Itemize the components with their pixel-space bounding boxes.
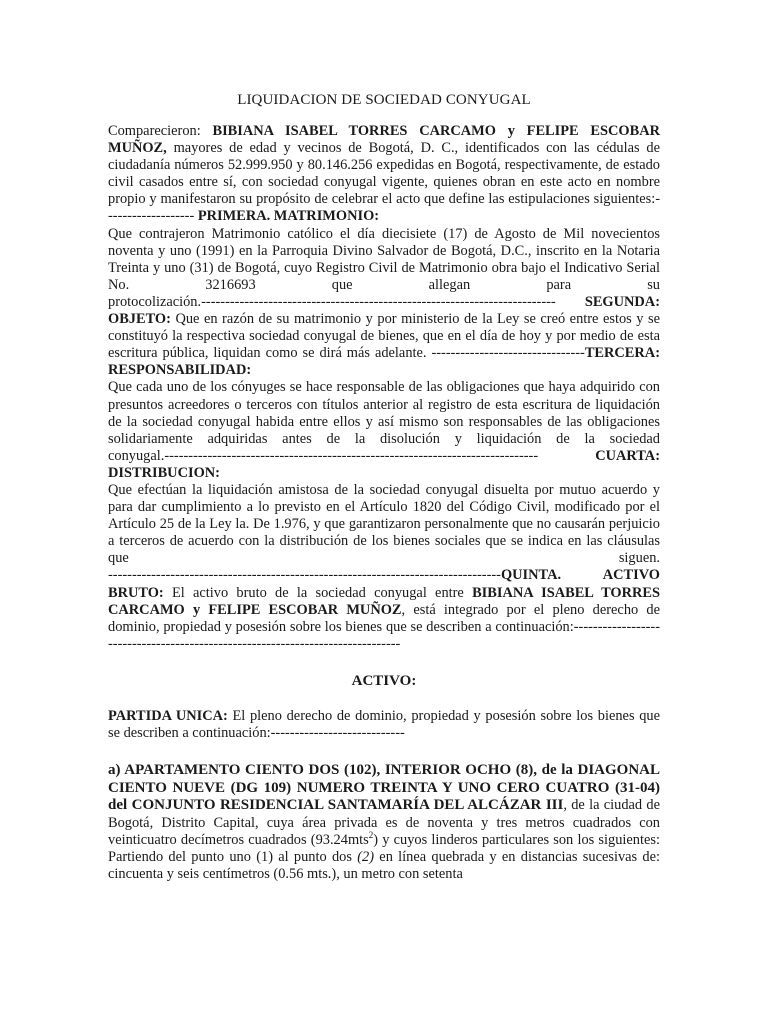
main-paragraph [108, 123, 660, 653]
property-description-paragraph [108, 762, 660, 883]
property-title: a) APARTAMENTO CIENTO DOS (102), INTERIOR OCHO (8), de la DIAGONAL CIENTO NUEVE (DG 109) NUMERO TREINTA Y UNO CERO CUATRO (31-04) del CONJUNTO RESIDENCIAL SANTAMARÍA DEL ALCÁZAR III [108, 762, 660, 814]
party-names: BIBIANA ISABEL TORRES CARCAMO y FELIPE ESCOBAR MUÑOZ [108, 584, 661, 618]
clause-cuarta-heading: CUARTA: DISTRIBUCION: [108, 447, 660, 481]
text-segment: El pleno derecho de dominio, propiedad y posesión sobre los bienes que se describen a continuación:---------------------------- [108, 707, 660, 741]
partida-unica-heading: PARTIDA UNICA: [108, 707, 228, 724]
text-segment: Comparecieron: [108, 123, 213, 139]
party-names: BIBIANA ISABEL TORRES CARCAMO y FELIPE ESCOBAR MUÑOZ, [108, 123, 660, 157]
clause-segunda-heading: SEGUNDA: OBJETO: [108, 293, 660, 328]
text-segment: , está integrado por el pleno derecho de dominio, propiedad y posesión sobre los bienes que se describen a continuación:------------------------------------------------------------------------------- [108, 601, 661, 652]
text-segment: protocolización.-------------------------------------------------------------------------- [108, 293, 585, 310]
text-segment: ) y cuyos linderos particulares son los siguientes: Partiendo del punto uno (1) al punto dos [108, 831, 660, 865]
text-segment-italic: (2) [357, 848, 375, 865]
text-segment: Que contrajeron Matrimonio católico el día diecisiete (17) de Agosto de Mil novecientos noventa y uno (1991) en la Parroquia Divino Salvador de Bogotá, D.C., inscrito en la Notaria Treinta y uno (31) de Bogotá, cuyo Registro Civil de Matrimonio obra bajo el Indicativo Serial No. 3216693 que allegan para su [108, 225, 660, 293]
text-segment: conyugal.------------------------------------------------------------------------------ [108, 447, 596, 464]
text-segment: ---------------------------------------------------------------------------------- [108, 567, 501, 584]
superscript: 2 [368, 829, 374, 840]
text-segment: Que efectúan la liquidación amistosa de la sociedad conyugal disuelta por mutuo acuerdo y para dar cumplimiento a lo previsto en el Artículo 1820 del Código Civil, modificado por el Artículo 25 de la Ley la. De 1.976, y que garantizaron personalmente que no causarán perjuicio a terceros de acuerdo con la distribución de los bienes sociales que se indica en las cláusulas que siguen. [108, 481, 660, 567]
text-segment: Que cada uno de los cónyuges se hace responsable de las obligaciones que haya adquirido con presuntos acreedores o terceros con títulos anterior al registro de esta escritura de liquidación de la sociedad conyugal habida entre ellos y así mismo son responsables de las obligaciones solidariamente adquiridas antes de la disolución y liquidación de la sociedad [108, 379, 660, 447]
clause-primera-heading: PRIMERA. MATRIMONIO: [197, 208, 380, 225]
text-segment: en línea quebrada y en distancias sucesivas de: cincuenta y seis centímetros (0.56 mts.), un metro con setenta [108, 848, 660, 882]
clause-quinta-heading: QUINTA. ACTIVO BRUTO: [108, 567, 660, 601]
clause-tercera-heading: TERCERA: RESPONSABILIDAD: [108, 345, 660, 379]
document-title: LIQUIDACION DE SOCIEDAD CONYUGAL [237, 92, 531, 108]
activo-heading: ACTIVO: [351, 672, 417, 689]
text-segment: Que en razón de su matrimonio y por ministerio de la Ley se creó entre estos y se constituyó la respectiva sociedad conyugal de bienes, que en el día de hoy y por medio de esta escritura pública, liquidan como se dirá más adelante. -------------------------------- [108, 311, 660, 362]
partida-unica-paragraph [108, 708, 660, 742]
text-segment: , de la ciudad de Bogotá, Distrito Capital, cuya área privada es de noventa y tres metros cuadrados con veinticuatro decímetros cuadrados (93.24mts [108, 797, 660, 848]
text-segment: mayores de edad y vecinos de Bogotá, D. C., identificados con las cédulas de ciudadanía números 52.999.950 y 80.146.256 expedidas en Bogotá, respectivamente, de estado civil casados entre sí, con sociedad conyugal vigente, quienes obran en este acto en nombre propio y manifestaron su propósito de celebrar el acto que define las estipulaciones siguientes:------------------- [108, 140, 660, 225]
text-segment: El activo bruto de la sociedad conyugal entre [163, 584, 473, 601]
